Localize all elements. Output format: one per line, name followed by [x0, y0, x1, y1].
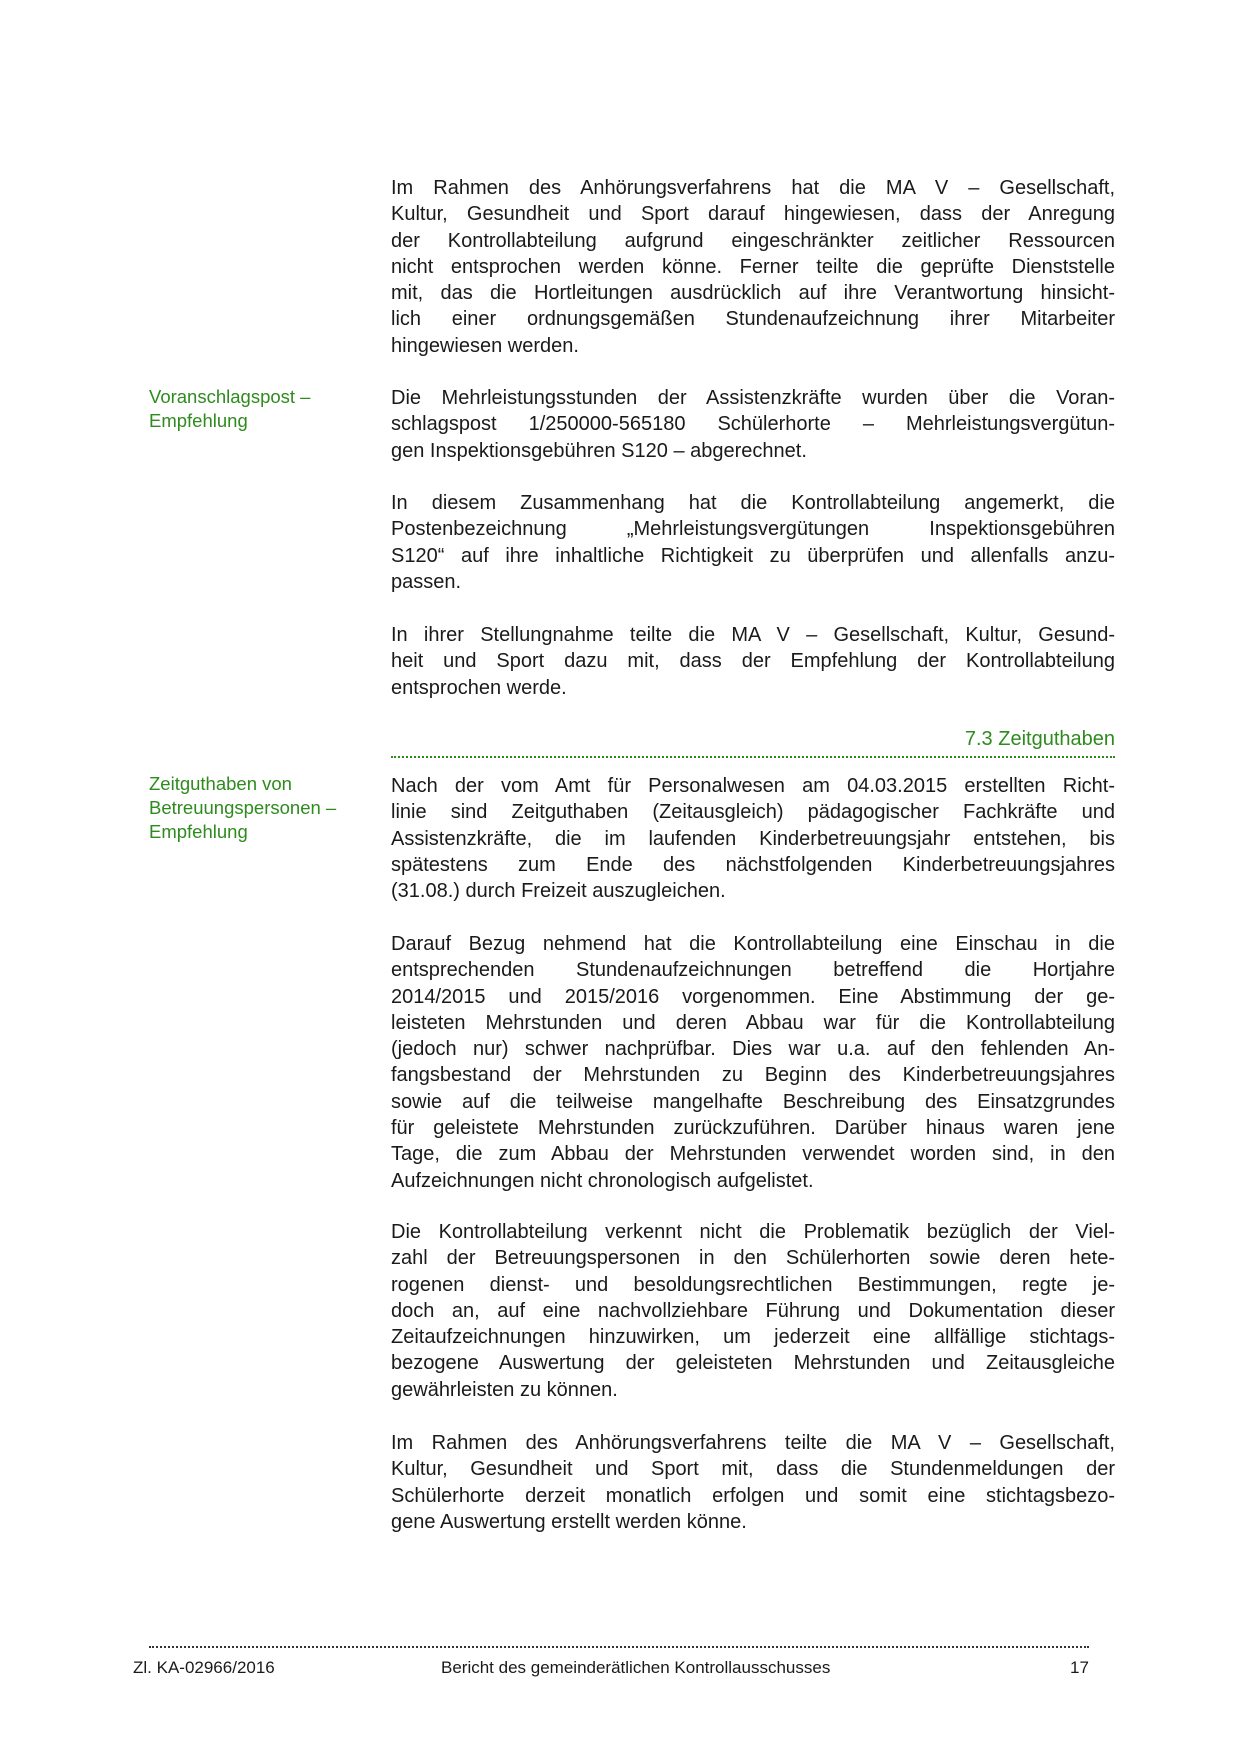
text-line: rogenen dienst- und besoldungsrechtlichen Bestimmungen, regte je-	[391, 1273, 1115, 1296]
text-line: hingewiesen werden.	[391, 334, 579, 357]
paragraph-6	[391, 931, 1115, 1194]
text-line: für geleistete Mehrstunden zurückzuführen. Darüber hinaus waren jene	[391, 1117, 1115, 1140]
paragraph-2	[391, 385, 1115, 464]
text-line: leisteten Mehrstunden und deren Abbau war für die Kontrollabteilung	[391, 1011, 1115, 1034]
paragraph-7	[391, 1219, 1115, 1403]
text-line: Empfehlung	[149, 821, 248, 842]
text-line: schlagspost 1/250000-565180 Schülerhorte – Mehrleistungsvergütun-	[391, 413, 1115, 436]
text-line: Assistenzkräfte, die im laufenden Kinderbetreuungsjahr entstehen, bis	[391, 827, 1115, 850]
text-line: lich einer ordnungsgemäßen Stundenaufzeichnung ihrer Mitarbeiter	[391, 308, 1115, 331]
text-line: Nach der vom Amt für Personalwesen am 04.03.2015 erstellten Richt-	[391, 775, 1115, 797]
text-line: entsprechenden Stundenaufzeichnungen betreffend die Hortjahre	[391, 959, 1115, 982]
text-line: Voranschlagspost –	[149, 386, 311, 407]
paragraph-5	[391, 773, 1115, 904]
text-line: gewährleisten zu können.	[391, 1378, 618, 1401]
text-line: der Kontrollabteilung aufgrund eingeschränkter zeitlicher Ressourcen	[391, 229, 1115, 252]
text-line: gene Auswertung erstellt werden könne.	[391, 1510, 747, 1533]
text-line: S120“ auf ihre inhaltliche Richtigkeit zu überprüfen und allenfalls anzu-	[391, 544, 1115, 567]
text-line: Tage, die zum Abbau der Mehrstunden verwendet worden sind, in den	[391, 1143, 1115, 1166]
text-line: heit und Sport dazu mit, dass der Empfehlung der Kontrollabteilung	[391, 650, 1115, 673]
paragraph-4	[391, 622, 1115, 701]
text-line: gen Inspektionsgebühren S120 – abgerechnet.	[391, 439, 807, 462]
paragraph-8	[391, 1430, 1115, 1535]
text-line: Darauf Bezug nehmend hat die Kontrollabteilung eine Einschau in die	[391, 933, 1115, 955]
section-divider	[391, 756, 1115, 758]
text-line: Betreuungspersonen –	[149, 797, 337, 818]
text-line: 2014/2015 und 2015/2016 vorgenommen. Eine Abstimmung der ge-	[391, 985, 1115, 1008]
text-line: mit, das die Hortleitungen ausdrücklich auf ihre Verantwortung hinsicht-	[391, 282, 1115, 305]
text-line: Zeitguthaben von	[149, 773, 292, 794]
text-line: Im Rahmen des Anhörungsverfahrens hat die MA V – Gesellschaft,	[391, 177, 1115, 199]
text-line: Postenbezeichnung „Mehrleistungsvergütungen Inspektionsgebühren	[391, 518, 1115, 541]
side-label-2	[149, 772, 379, 844]
text-line: linie sind Zeitguthaben (Zeitausgleich) pädagogischer Fachkräfte und	[391, 801, 1115, 824]
text-line: zahl der Betreuungspersonen in den Schülerhorten sowie deren hete-	[391, 1247, 1115, 1270]
text-line: (31.08.) durch Freizeit auszugleichen.	[391, 880, 726, 903]
text-line: Die Mehrleistungsstunden der Assistenzkräfte wurden über die Voran-	[391, 387, 1115, 409]
text-line: Kultur, Gesundheit und Sport darauf hingewiesen, dass der Anregung	[391, 203, 1115, 226]
text-line: bezogene Auswertung der geleisteten Mehrstunden und Zeitausgleiche	[391, 1352, 1115, 1375]
text-line: spätestens zum Ende des nächstfolgenden Kinderbetreuungsjahres	[391, 853, 1115, 876]
footer-divider	[149, 1646, 1089, 1648]
text-line: nicht entsprochen werden könne. Ferner teilte die geprüfte Dienststelle	[391, 255, 1115, 278]
side-label-1	[149, 385, 379, 433]
text-line: Kultur, Gesundheit und Sport mit, dass die Stundenmeldungen der	[391, 1458, 1115, 1481]
text-line: In diesem Zusammenhang hat die Kontrollabteilung angemerkt, die	[391, 492, 1115, 514]
section-heading: 7.3 Zeitguthaben	[964, 728, 1115, 750]
text-line: fangsbestand der Mehrstunden zu Beginn des Kinderbetreuungsjahres	[391, 1064, 1115, 1087]
text-line: Empfehlung	[149, 410, 248, 431]
text-line: Schülerhorte derzeit monatlich erfolgen und somit eine stichtagsbezo-	[391, 1484, 1115, 1507]
paragraph-3	[391, 490, 1115, 595]
text-line: In ihrer Stellungnahme teilte die MA V – Gesellschaft, Kultur, Gesund-	[391, 624, 1115, 646]
text-line: Im Rahmen des Anhörungsverfahrens teilte die MA V – Gesellschaft,	[391, 1432, 1115, 1454]
text-line: sowie auf die teilweise mangelhafte Beschreibung des Einsatzgrundes	[391, 1090, 1115, 1113]
paragraph-1	[391, 175, 1115, 359]
footer-title: Bericht des gemeinderätlichen Kontrollausschusses	[441, 1658, 831, 1677]
text-line: Die Kontrollabteilung verkennt nicht die Problematik bezüglich der Viel-	[391, 1221, 1115, 1243]
footer-ref: Zl. KA-02966/2016	[133, 1658, 275, 1677]
text-line: (jedoch nur) schwer nachprüfbar. Dies war u.a. auf den fehlenden An-	[391, 1038, 1115, 1061]
text-line: passen.	[391, 570, 462, 593]
text-line: entsprochen werde.	[391, 676, 567, 699]
text-line: Aufzeichnungen nicht chronologisch aufgelistet.	[391, 1169, 814, 1192]
text-line: Zeitaufzeichnungen hinzuwirken, um jederzeit eine allfällige stichtags-	[391, 1326, 1115, 1349]
page-number: 17	[1070, 1658, 1089, 1677]
text-line: doch an, auf eine nachvollziehbare Führung und Dokumentation dieser	[391, 1299, 1115, 1322]
